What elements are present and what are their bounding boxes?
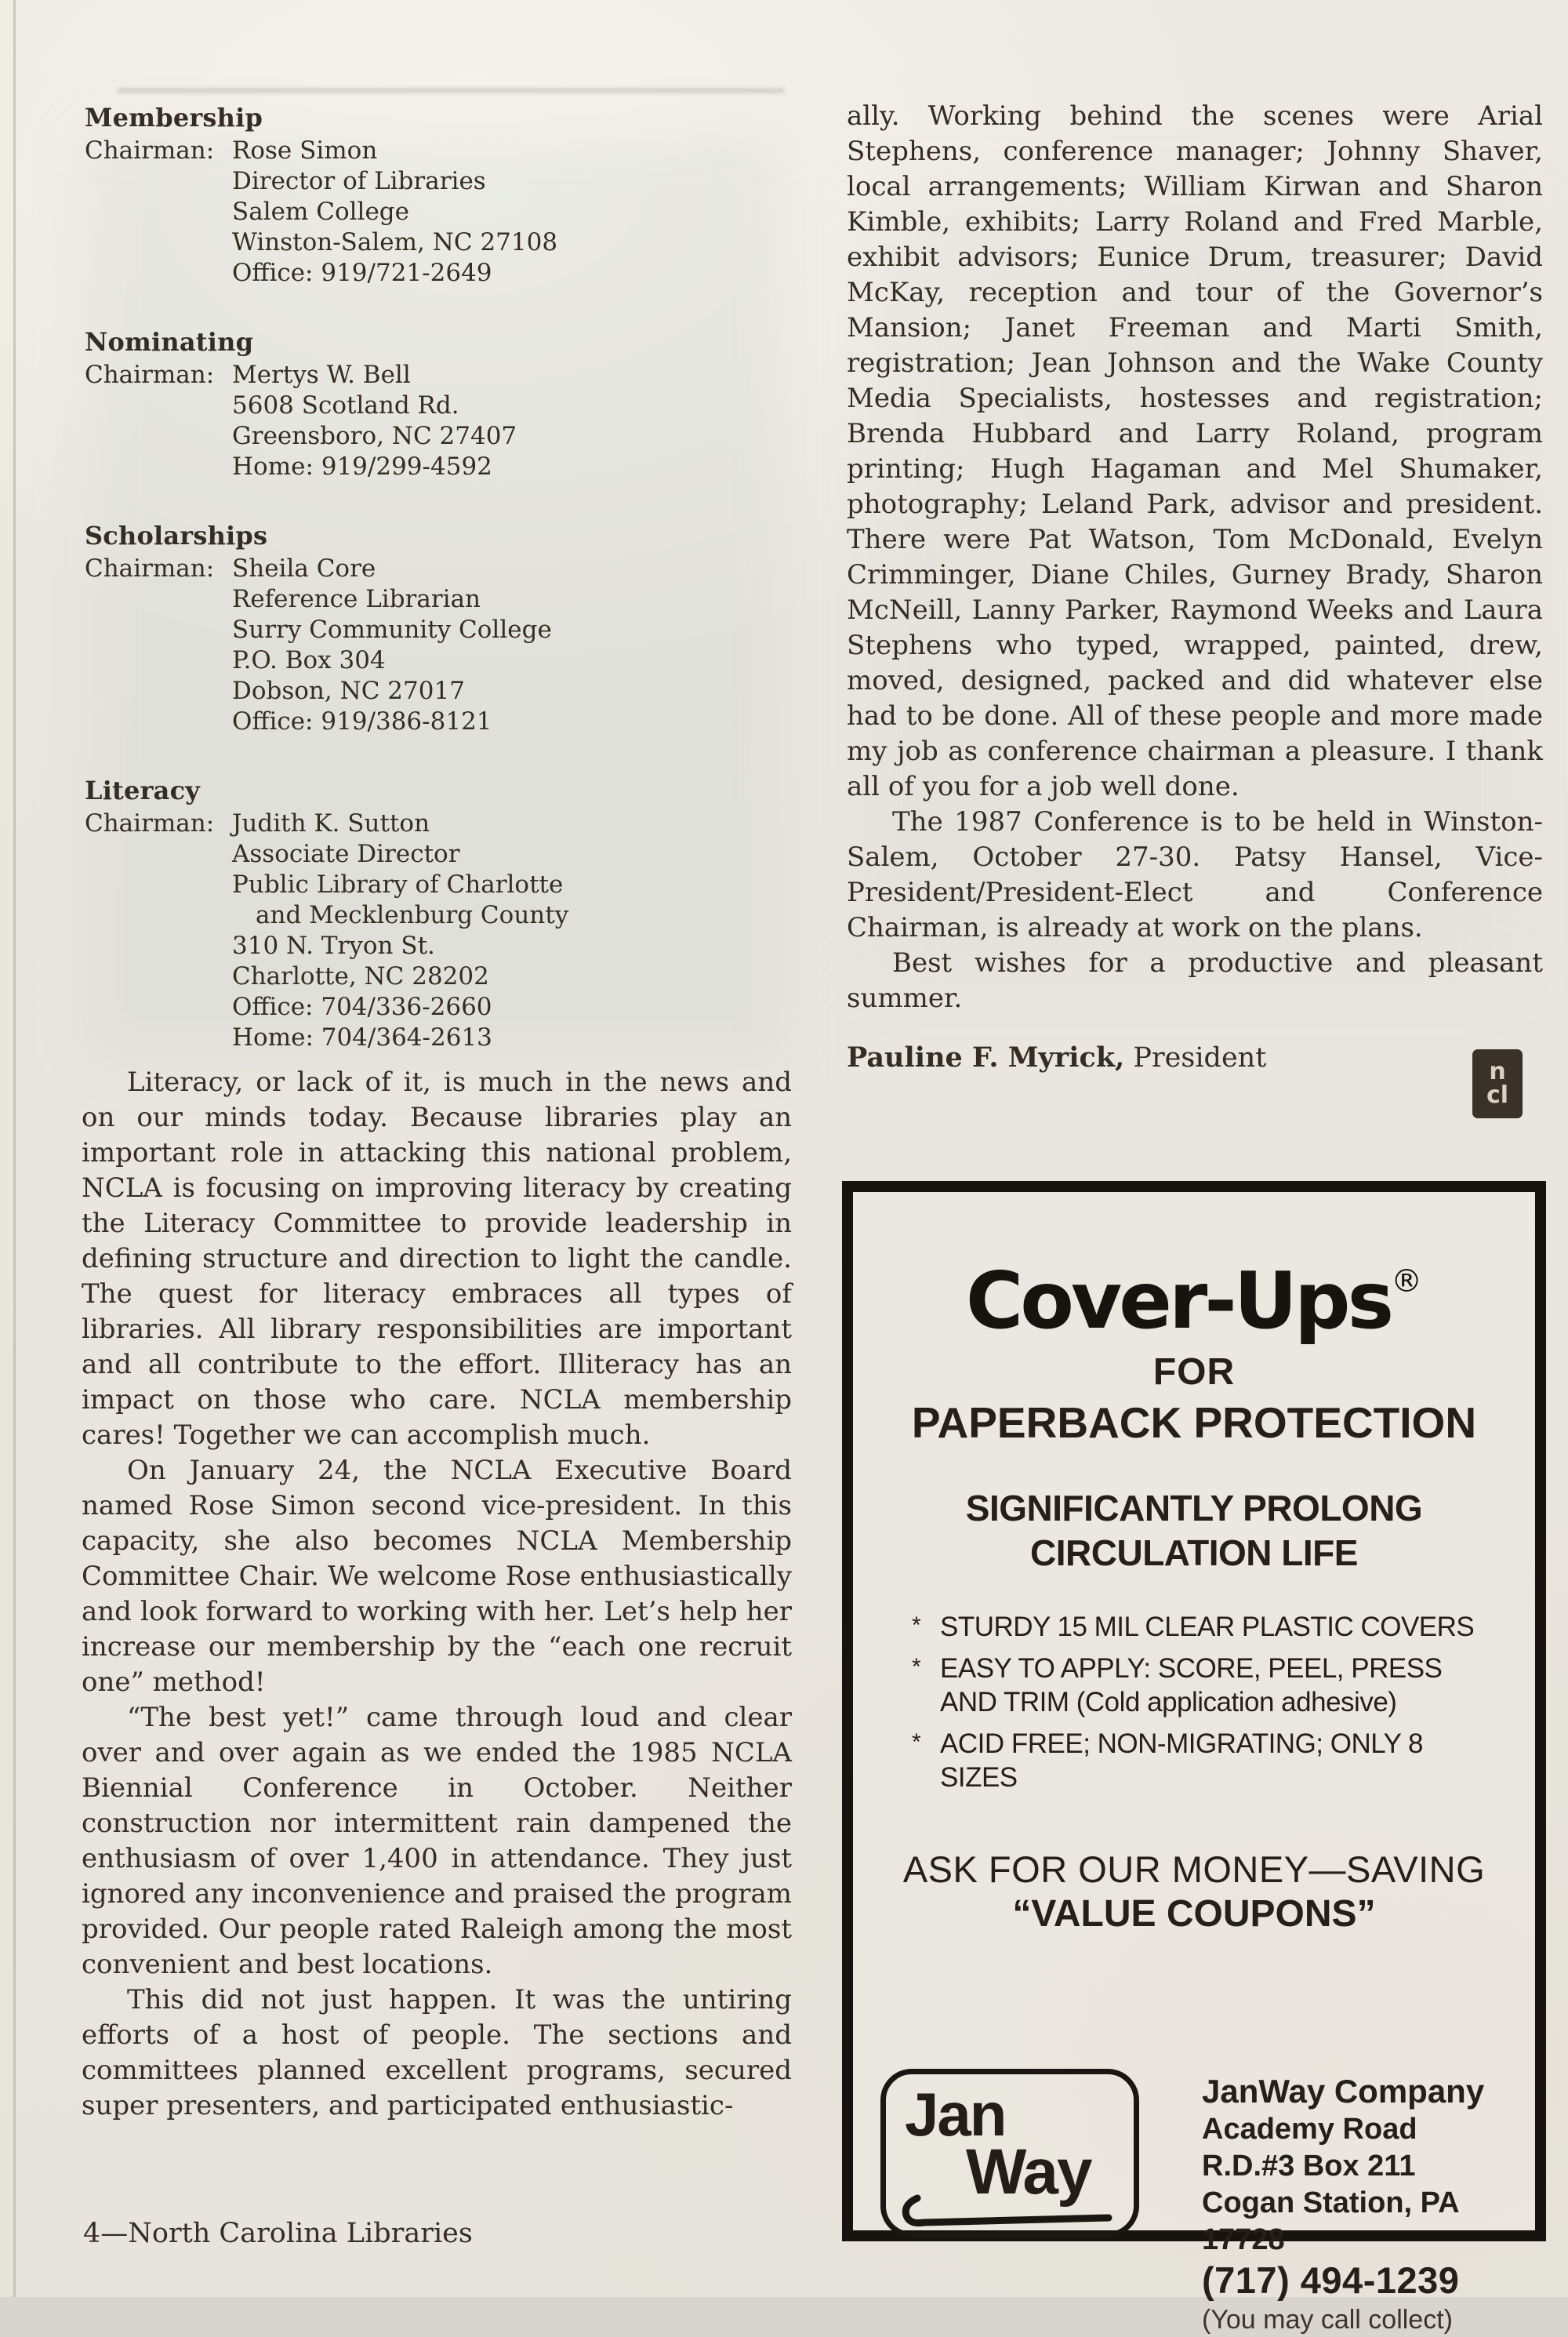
- committee-line: Public Library of Charlotte: [232, 870, 564, 899]
- janway-logo-swoosh-icon: [886, 2074, 1134, 2232]
- janway-address-block: [1202, 2069, 1508, 2337]
- committee-line: Judith K. Sutton: [232, 809, 430, 838]
- ncl-logo-icon: [1472, 1049, 1523, 1118]
- ad-for-line: FOR: [1152, 1351, 1236, 1393]
- ad-subhead-line2: CIRCULATION LIFE: [1030, 1532, 1358, 1573]
- ad-bottom-row: [880, 2069, 1508, 2337]
- ad-ask-line2: “VALUE COUPONS”: [1012, 1893, 1376, 1935]
- article-paragraph: Literacy, or lack of it, is much in the news and on our minds today. Because libraries play an important role in attacking this national problem, NCLA is focusing on improving literacy by creating the Literacy Committee to provide leadership in defining structure and direction to light the candle. The quest for literacy embraces all types of libraries. All library responsibilities are important and all contribute to the effort. Illiteracy has an impact on those who care. NCLA membership cares! Together we can accomplish much.: [82, 1067, 792, 1451]
- page-edge-line: [13, 0, 16, 2297]
- committee-literacy: [85, 773, 792, 1053]
- ncl-logo-bottom: cl: [1486, 1081, 1509, 1109]
- committee-line: 5608 Scotland Rd.: [232, 391, 459, 420]
- committee-line: Winston-Salem, NC 27108: [232, 228, 558, 256]
- committee-line: Greensboro, NC 27407: [232, 422, 517, 450]
- committee-line: 310 N. Tryon St.: [232, 932, 435, 960]
- committee-heading: Membership: [85, 103, 263, 133]
- ad-bullet-item: [912, 1652, 1476, 1719]
- janway-address-line: Academy Road: [1202, 2113, 1417, 2146]
- signature-name: Pauline F. Myrick,: [847, 1041, 1125, 1074]
- janway-phone: (717) 494-1239: [1202, 2259, 1460, 2301]
- ad-bullet-item: [912, 1610, 1476, 1644]
- committee-line: Office: 704/336-2660: [232, 993, 492, 1021]
- janway-call-collect-note: (You may call collect): [1202, 2305, 1453, 2335]
- ad-brand-title: Cover-Ups®: [965, 1255, 1423, 1347]
- ad-ask-line1: ASK FOR OUR MONEY—SAVING: [902, 1848, 1486, 1890]
- committee-line: Reference Librarian: [232, 585, 481, 613]
- janway-logo: [880, 2069, 1139, 2237]
- janway-company-name: JanWay Company: [1202, 2073, 1485, 2110]
- ad-bullet-text: EASY TO APPLY: SCORE, PEEL, PRESS AND TRIM (Cold application adhesive): [940, 1653, 1443, 1717]
- page-footer: 4—North Carolina Libraries: [83, 2218, 473, 2249]
- committee-heading: Scholarships: [85, 521, 268, 551]
- committee-line: P.O. Box 304: [232, 646, 386, 674]
- chairman-label: Chairman:: [85, 554, 215, 583]
- article-left-column: [82, 1065, 792, 2124]
- cover-ups-advertisement: [842, 1181, 1546, 2335]
- ad-bullet-text: STURDY 15 MIL CLEAR PLASTIC COVERS: [940, 1612, 1475, 1642]
- signature-line: [847, 1040, 1543, 1076]
- article-right-column: [847, 99, 1543, 1076]
- scan-smudge: [118, 88, 784, 93]
- chairman-label: Chairman:: [85, 136, 215, 165]
- ad-headline: PAPERBACK PROTECTION: [911, 1398, 1477, 1447]
- article-paragraph: ally. Working behind the scenes were Arial Stephens, conference manager; Johnny Shaver, local arrangements; William Kirwan and Sharon Kimble, exhibits; Larry Roland and Fred Marble, exhibit advisors; Eunice Drum, treasurer; David McKay, reception and tour of the Governor’s Mansion; Janet Freeman and Marti Smith, registration; Jean Johnson and the Wake County Media Specialists, hostesses and registration; Brenda Hubbard and Larry Roland, program printing; Hugh Hagaman and Mel Shumaker, photography; Leland Park, advisor and president. There were Pat Watson, Tom McDonald, Evelyn Crimminger, Diane Chiles, Gurney Brady, Sharon McNeill, Lanny Parker, Raymond Weeks and Laura Stephens who typed, wrapped, painted, drew, moved, designed, packed and did whatever else had to be done. All of these people and more made my job as conference chairman a pleasure. I thank all of you for a job well done.: [847, 100, 1543, 802]
- committee-nominating: [85, 325, 792, 482]
- committee-line: Home: 919/299-4592: [232, 452, 492, 481]
- committee-line: Surry Community College: [232, 616, 552, 644]
- signature-title: President: [1124, 1042, 1267, 1074]
- committee-line: Dobson, NC 27017: [232, 677, 465, 705]
- ad-subhead-line1: SIGNIFICANTLY PROLONG: [965, 1488, 1423, 1528]
- ad-bullet-item: [912, 1727, 1476, 1794]
- ad-ask-block: [903, 1848, 1485, 1937]
- asterisk-bullet-icon: *: [912, 1654, 921, 1680]
- article-paragraph: This did not just happen. It was the untiring efforts of a host of people. The sections and committees planned excellent programs, secured super presenters, and participated enthusiastic-: [82, 1984, 792, 2121]
- committee-heading: Nominating: [85, 327, 254, 357]
- chairman-label: Chairman:: [85, 361, 215, 389]
- committee-line: Office: 919/721-2649: [232, 259, 492, 287]
- article-paragraph: On January 24, the NCLA Executive Board named Rose Simon second vice-president. In this capacity, she also becomes NCLA Membership Committee Chair. We welcome Rose enthusiastically and look forward to working with her. Let’s help her increase our membership by the “each one recruit one” method!: [82, 1455, 792, 1698]
- registered-mark-icon: ®: [1391, 1263, 1423, 1299]
- ad-subheadline: [966, 1486, 1422, 1576]
- committee-line: Mertys W. Bell: [232, 361, 411, 389]
- committee-heading: Literacy: [85, 776, 201, 805]
- asterisk-bullet-icon: *: [912, 1729, 921, 1755]
- ncl-logo-top: n: [1489, 1058, 1506, 1085]
- committee-line: Director of Libraries: [232, 167, 486, 195]
- committee-membership: [85, 100, 792, 289]
- janway-logo-jan: Jan: [905, 2080, 1006, 2149]
- committee-line: Associate Director: [232, 840, 460, 868]
- janway-address-line: Cogan Station, PA 17728: [1202, 2186, 1459, 2256]
- asterisk-bullet-icon: *: [912, 1612, 921, 1638]
- janway-address-line: R.D.#3 Box 211: [1202, 2150, 1416, 2183]
- committee-line: Rose Simon: [232, 136, 378, 165]
- committee-line: Salem College: [232, 198, 409, 226]
- chairman-label: Chairman:: [85, 809, 215, 838]
- committee-scholarships: [85, 518, 792, 737]
- committee-line: and Mecklenburg County: [256, 901, 569, 929]
- janway-logo-way: Way: [966, 2136, 1091, 2208]
- article-paragraph: “The best yet!” came through loud and clear over and over again as we ended the 1985 NCLA Biennial Conference in October. Neither construction nor intermittent rain dampened the enthusiasm of over 1,400 in attendance. They just ignored any inconvenience and praised the program provided. Our people rated Raleigh among the most convenient and best locations.: [82, 1702, 792, 1980]
- committee-directory: [85, 100, 792, 1089]
- committee-line: Home: 704/364-2613: [232, 1023, 492, 1052]
- committee-line: Sheila Core: [232, 554, 376, 583]
- committee-line: Office: 919/386-8121: [232, 707, 492, 736]
- article-paragraph: The 1987 Conference is to be held in Winston-Salem, October 27-30. Patsy Hansel, Vice-President/President-Elect and Conference Chairman, is already at work on the plans.: [847, 806, 1543, 943]
- ad-bullet-list: [912, 1610, 1476, 1802]
- ad-bullet-text: ACID FREE; NON-MIGRATING; ONLY 8 SIZES: [940, 1728, 1424, 1793]
- committee-line: Charlotte, NC 28202: [232, 962, 489, 990]
- article-paragraph: Best wishes for a productive and pleasant summer.: [847, 947, 1543, 1014]
